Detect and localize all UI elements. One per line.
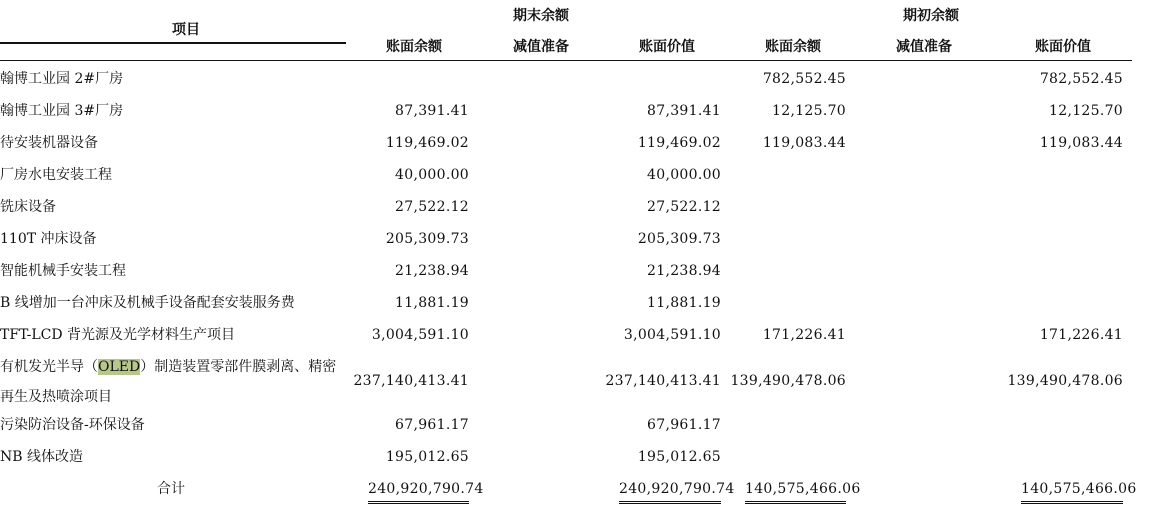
total-end-value: 240,920,790.74 xyxy=(619,478,721,504)
row-begin-value: 12,125.70 xyxy=(1049,103,1123,119)
row-item-label: 翰博工业园 2#厂房 xyxy=(0,71,124,87)
row-begin-balance: 119,083.44 xyxy=(762,135,846,151)
row-end-value: 67,961.17 xyxy=(647,417,721,433)
header-item: 项目 xyxy=(172,22,200,38)
header-item-rule xyxy=(0,42,346,44)
row-end-value: 40,000.00 xyxy=(647,167,721,183)
header-end-book-balance: 账面余额 xyxy=(386,39,442,55)
row-end-balance: 87,391.41 xyxy=(395,103,469,119)
header-period-end: 期末余额 xyxy=(513,8,569,24)
row-begin-value: 119,083.44 xyxy=(1039,135,1123,151)
row-item-label: 待安装机器设备 xyxy=(0,135,98,151)
row-begin-value: 782,552.45 xyxy=(1039,71,1123,87)
row-item-label: B 线增加一台冲床及机械手设备配套安装服务费 xyxy=(0,295,295,311)
row-item-label: 厂房水电安装工程 xyxy=(0,167,112,183)
total-end-balance: 240,920,790.74 xyxy=(368,478,469,504)
row-item-label-pre: 有机发光半导（ xyxy=(0,359,98,375)
row-end-balance: 119,469.02 xyxy=(385,135,469,151)
row-item-label: 铣床设备 xyxy=(0,199,56,215)
row-item-label xyxy=(0,352,350,412)
row-item-label: TFT-LCD 背光源及光学材料生产项目 xyxy=(0,327,235,343)
row-end-balance: 195,012.65 xyxy=(385,449,469,465)
row-item-label: 污染防治设备-环保设备 xyxy=(0,417,145,433)
row-begin-balance: 12,125.70 xyxy=(772,103,846,119)
row-begin-value: 139,490,478.06 xyxy=(1007,373,1123,389)
total-begin-value: 140,575,466.06 xyxy=(1021,478,1123,504)
header-bottom-rule xyxy=(0,60,1132,61)
oled-highlight: OLED xyxy=(98,359,141,375)
row-item-label: 智能机械手安装工程 xyxy=(0,263,126,279)
row-end-value: 11,881.19 xyxy=(647,295,721,311)
row-end-value: 21,238.94 xyxy=(647,263,721,279)
header-end-impairment: 减值准备 xyxy=(513,39,569,55)
row-end-balance: 21,238.94 xyxy=(395,263,469,279)
header-begin-book-value: 账面价值 xyxy=(1035,39,1091,55)
row-begin-balance: 139,490,478.06 xyxy=(730,373,846,389)
row-end-value: 195,012.65 xyxy=(637,449,721,465)
row-end-value: 27,522.12 xyxy=(647,199,721,215)
row-end-value: 87,391.41 xyxy=(647,103,721,119)
row-item-label: 110T 冲床设备 xyxy=(0,231,97,247)
total-begin-balance: 140,575,466.06 xyxy=(745,478,846,504)
header-begin-book-balance: 账面余额 xyxy=(765,39,821,55)
row-item-label: NB 线体改造 xyxy=(0,449,83,465)
header-period-begin: 期初余额 xyxy=(903,8,959,24)
row-begin-value: 171,226.41 xyxy=(1039,327,1123,343)
row-end-balance: 3,004,591.10 xyxy=(371,327,469,343)
row-end-balance: 11,881.19 xyxy=(395,295,469,311)
row-item-label-post: ）制造装置零部件膜剥离、精密再生及热喷涂项目 xyxy=(0,359,337,405)
row-begin-balance: 782,552.45 xyxy=(762,71,846,87)
row-end-balance: 40,000.00 xyxy=(395,167,469,183)
row-end-value: 119,469.02 xyxy=(637,135,721,151)
total-label: 合计 xyxy=(157,481,185,497)
row-end-value: 237,140,413.41 xyxy=(605,373,721,389)
row-end-balance: 27,522.12 xyxy=(395,199,469,215)
row-end-value: 205,309.73 xyxy=(637,231,721,247)
row-end-balance: 205,309.73 xyxy=(385,231,469,247)
row-end-balance: 237,140,413.41 xyxy=(353,373,469,389)
row-item-label: 翰博工业园 3#厂房 xyxy=(0,103,124,119)
header-end-book-value: 账面价值 xyxy=(639,39,695,55)
row-end-value: 3,004,591.10 xyxy=(623,327,721,343)
row-end-balance: 67,961.17 xyxy=(395,417,469,433)
row-begin-balance: 171,226.41 xyxy=(762,327,846,343)
header-begin-impairment: 减值准备 xyxy=(896,39,952,55)
